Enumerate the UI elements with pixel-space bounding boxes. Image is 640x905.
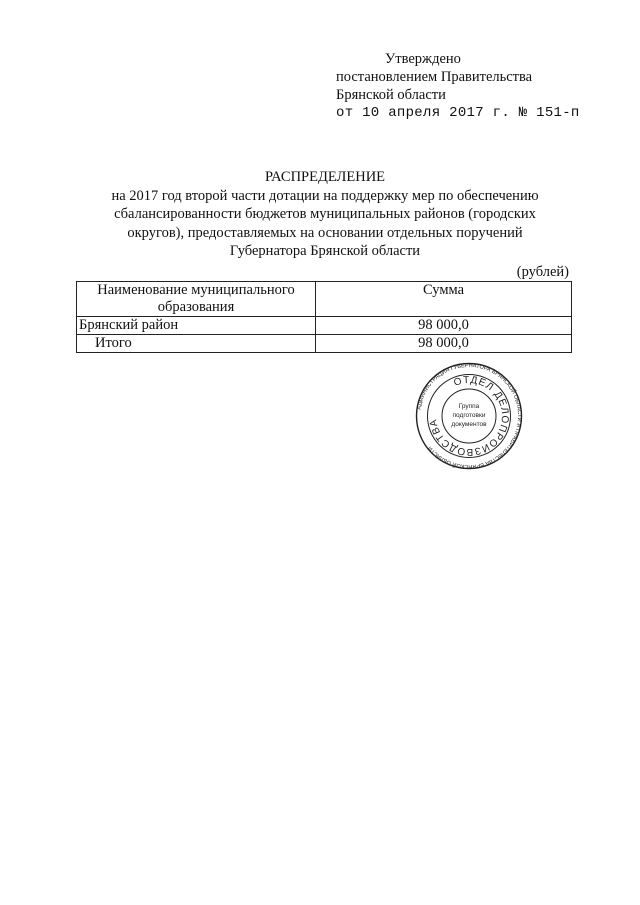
distribution-table xyxy=(76,281,572,353)
stamp-center-line-3: документов xyxy=(451,421,487,428)
heading-line-4: Губернатора Брянской области xyxy=(229,243,421,259)
approval-title: Утверждено xyxy=(385,51,461,67)
total-amount: 98 000,0 xyxy=(316,335,572,353)
table-total-row xyxy=(77,335,572,353)
stamp-ring-text: ОТДЕЛ ДЕЛОПРОИЗВОДСТВА xyxy=(427,374,511,458)
stamp-outer-text: АДМИНИСТРАЦИЯ ГУБЕРНАТОРА БРЯНСКОЙ ОБЛАСТИ И ПРАВИТЕЛЬСТВА БРЯНСКОЙ ОБЛАСТИ xyxy=(416,362,523,470)
approval-block xyxy=(336,50,580,122)
document-title: РАСПРЕДЕЛЕНИЕ xyxy=(264,169,386,185)
table-header-row xyxy=(77,282,572,317)
table-row xyxy=(77,317,572,335)
approval-date-number: от 10 апреля 2017 г. № 151-п xyxy=(336,105,580,121)
approval-region: Брянской области xyxy=(336,87,446,103)
stamp-center-line-1: Группа xyxy=(458,403,480,410)
approval-decree: постановлением Правительства xyxy=(336,69,533,85)
column-header-name: Наименование муниципального образования xyxy=(77,282,316,317)
row-amount: 98 000,0 xyxy=(316,317,572,335)
official-stamp xyxy=(404,362,534,470)
column-header-amount: Сумма xyxy=(316,282,572,317)
total-label: Итого xyxy=(77,335,316,353)
stamp-center-line-2: подготовки xyxy=(452,412,486,419)
unit-label: (рублей) xyxy=(516,264,569,280)
heading-line-3: округов), предоставляемых на основании отдельных поручений xyxy=(127,224,523,241)
row-name: Брянский район xyxy=(77,317,316,335)
heading-line-1: на 2017 год второй части дотации на поддержку мер по обеспечению xyxy=(111,187,539,204)
document-heading xyxy=(60,168,590,261)
heading-line-2: сбалансированности бюджетов муниципальных районов (городских xyxy=(114,206,536,222)
